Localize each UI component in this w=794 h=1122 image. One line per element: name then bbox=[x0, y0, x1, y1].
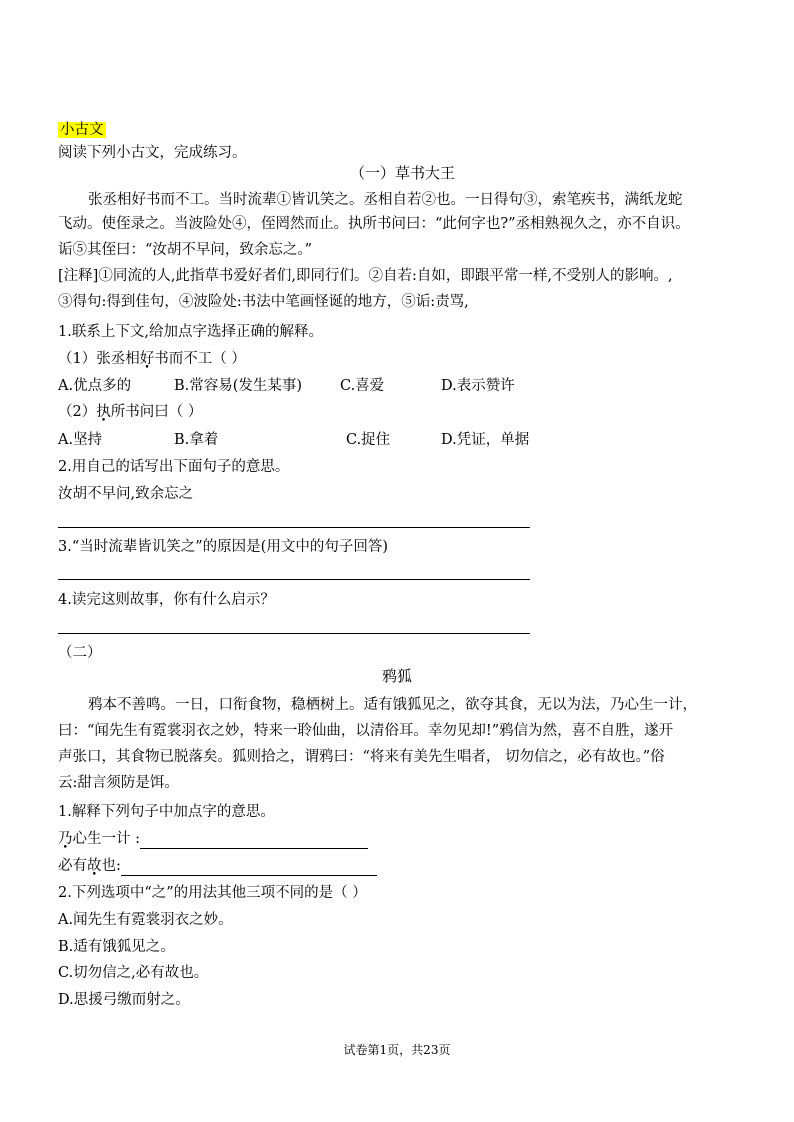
p1-q2-sentence: 汝胡不早问,致余忘之 bbox=[58, 486, 194, 502]
passage1-line-2: 飞动。使侄录之。当波险处④，侄罔然而止。执所书问曰：“此何字也?”丞相熟视久之，亦不自识。 bbox=[58, 216, 690, 232]
p1-q1-sub2-option-c: C.捉住 bbox=[346, 432, 391, 448]
passage1-line-3: 诟⑤其侄曰：“汝胡不早问，致余忘之。” bbox=[58, 242, 313, 258]
p2-q1-item2-dotted-char: 故 bbox=[87, 858, 102, 874]
p1-q1-sub1-pre: （1）张丞相 bbox=[58, 351, 140, 367]
passage2-title: 鸦狐 bbox=[382, 667, 413, 685]
p1-q1-sub1 bbox=[58, 349, 246, 369]
p2-q1-item2-blank[interactable] bbox=[121, 859, 377, 876]
p1-q1-sub2-option-b: B.拿着 bbox=[174, 432, 219, 448]
p1-q2-stem: 2.用自己的话写出下面句子的意思。 bbox=[58, 459, 290, 475]
p1-q1-sub1-option-d: D.表示赞许 bbox=[441, 378, 515, 394]
passage2-line-4: 云:甜言须防是饵。 bbox=[58, 775, 179, 791]
passage1-line-1: 张丞相好书而不工。当时流辈①皆讥笑之。丞相自若②也。一日得句③，索笔疾书，满纸龙蛇 bbox=[88, 192, 683, 208]
p1-q1-stem: 1.联系上下文,给加点字选择正确的解释。 bbox=[58, 324, 323, 340]
p1-q1-sub2-post: 所书问曰（ ） bbox=[110, 404, 203, 420]
p1-q1-sub1-dotted-char: 好 bbox=[139, 351, 155, 367]
p1-q1-sub2-option-a: A.坚持 bbox=[58, 432, 103, 448]
passage1-notes-1: [注释]①同流的人,此指草书爱好者们,即同行们。②自若:自如，即跟平常一样,不受别人的影响。, bbox=[58, 268, 673, 284]
p1-q1-sub2-pre: （2） bbox=[58, 404, 97, 420]
p2-q1-item2-pre: 必有 bbox=[58, 858, 87, 874]
p1-q4-stem: 4.读完这则故事，你有什么启示？ bbox=[58, 592, 275, 608]
p1-q4-answer-line[interactable] bbox=[58, 633, 530, 634]
p2-q2-option-b: B.适有饿狐见之。 bbox=[58, 939, 175, 955]
p1-q3-stem: 3.“当时流辈皆讥笑之”的原因是(用文中的句子回答) bbox=[58, 539, 388, 555]
p2-q1-item1-dotted-char: 乃 bbox=[58, 831, 73, 847]
passage1-notes-2: ③得句:得到佳句，④波险处:书法中笔画怪诞的地方，⑤诟:责骂, bbox=[58, 294, 469, 310]
passage2-line-3: 声张口，其食物已脱落矣。狐则拾之，谓鸦曰：“将来有美先生唱者， 切勿信之，必有故也。”俗 bbox=[58, 749, 665, 765]
p1-q1-sub2-option-d: D.凭证，单据 bbox=[441, 432, 530, 448]
page-footer: 试卷第1页，共23页 bbox=[343, 1043, 451, 1057]
p2-q1-item1-post: 心生一计 : bbox=[72, 831, 140, 847]
p1-q2-answer-line[interactable] bbox=[58, 527, 530, 528]
p1-q1-sub1-option-c: C.喜爱 bbox=[340, 378, 385, 394]
p2-q1-item1-blank[interactable] bbox=[140, 832, 368, 849]
passage2-label: （二） bbox=[58, 645, 102, 661]
p1-q1-sub1-option-a: A.优点多的 bbox=[58, 378, 132, 394]
passage2-line-1: 鸦本不善鸣。一日，口衔食物，稳栖树上。适有饿狐见之，欲夺其食，无以为法，乃心生一计， bbox=[88, 697, 697, 713]
p2-q1-item1 bbox=[58, 829, 368, 849]
p2-q1-item2 bbox=[58, 856, 377, 876]
p1-q1-sub1-post: 书而不工（ ） bbox=[154, 351, 246, 367]
instruction: 阅读下列小古文，完成练习。 bbox=[58, 145, 247, 161]
p2-q1-item2-post: 也: bbox=[101, 858, 121, 874]
p2-q2-option-d: D.思援弓缴而射之。 bbox=[58, 992, 190, 1008]
p1-q1-sub1-option-b: B.常容易(发生某事) bbox=[174, 378, 303, 394]
p1-q1-sub2-dotted-char: 执 bbox=[96, 404, 111, 420]
passage1-title: （一）草书大王 bbox=[350, 164, 456, 182]
p2-q1-stem: 1.解释下列句子中加点字的意思。 bbox=[58, 804, 275, 820]
passage2-line-2: 曰：“闻先生有霓裳羽衣之妙，特来一聆仙曲，以清俗耳。幸勿见却!”鸦信为然，喜不自胜，遂开 bbox=[58, 723, 674, 739]
p2-q2-option-c: C.切勿信之,必有故也。 bbox=[58, 965, 209, 981]
p1-q1-sub2 bbox=[58, 402, 202, 422]
p2-q2-stem: 2.下列选项中“之”的用法其他三项不同的是（ ） bbox=[58, 885, 367, 901]
section-label-text: 小古文 bbox=[60, 122, 104, 138]
p1-q3-answer-line[interactable] bbox=[58, 579, 530, 580]
p2-q2-option-a: A.闻先生有霓裳羽衣之妙。 bbox=[58, 912, 233, 928]
section-label bbox=[58, 120, 106, 140]
